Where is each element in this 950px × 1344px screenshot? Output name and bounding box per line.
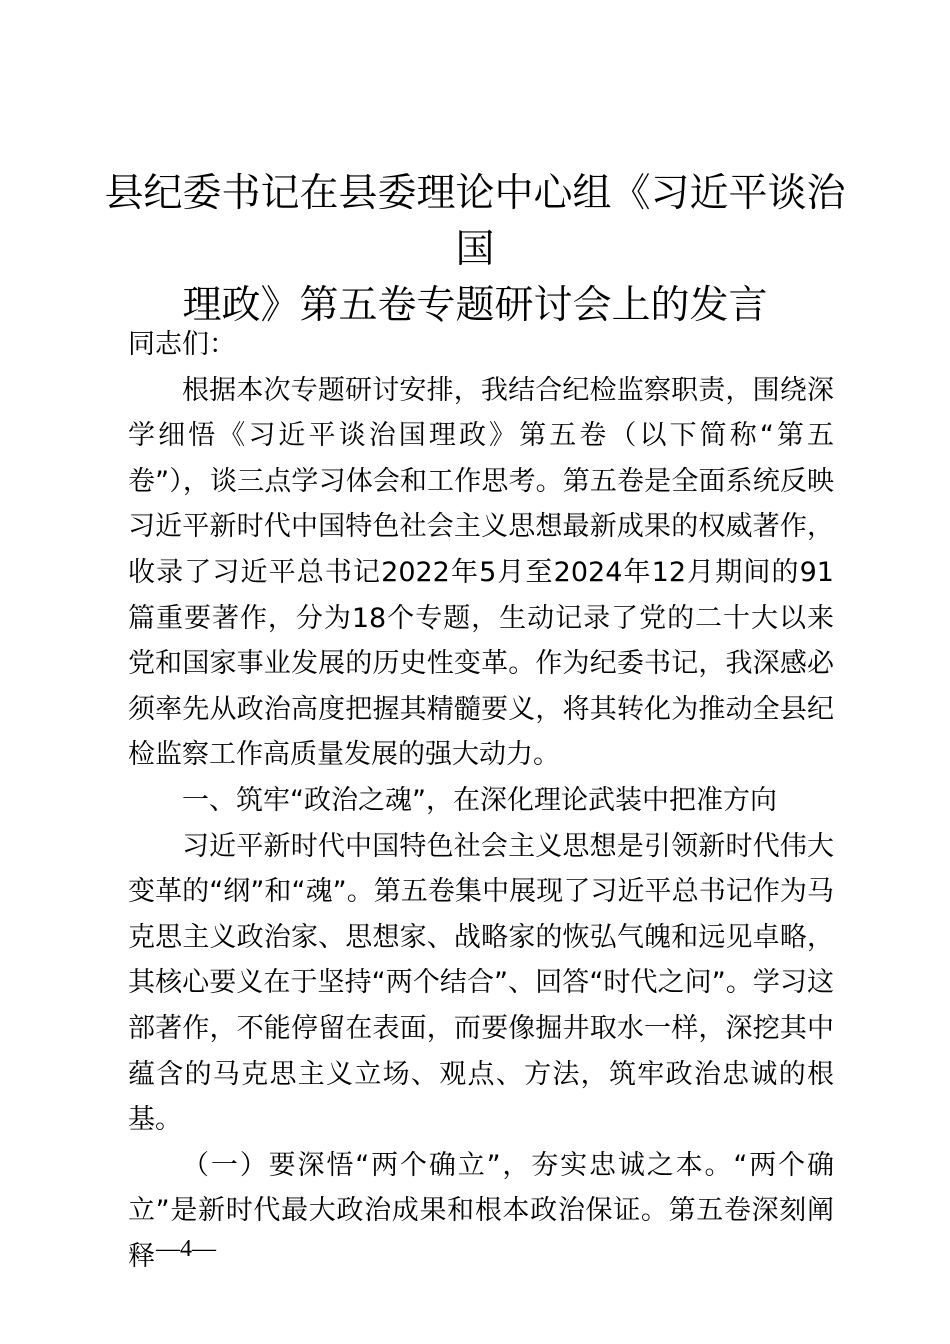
paragraph-subsection-1: （一）要深悟“两个确立”，夯实忠诚之本。“两个确立”是新时代最大政治成果和根本政治保证。第五卷深刻阐释	[128, 1149, 834, 1272]
paragraph-intro: 根据本次专题研讨安排，我结合纪检监察职责，围绕深学细悟《习近平谈治国理政》第五卷（以下简称“第五卷”），谈三点学习体会和工作思考。第五卷是全面系统反映习近平新时代中国特色社会主义思想最新成果的权威著作，收录了习近平总书记2022年5月至2024年12月期间的91篇重要著作，分为18个专题，生动记录了党的二十大以来党和国家事业发展的历史性变革。作为纪委书记，我深感必须率先从政治高度把握其精髓要义，将其转化为推动全县纪检监察工作高质量发展的强大动力。	[128, 374, 834, 771]
document-body	[128, 322, 834, 1279]
document-title	[100, 166, 850, 334]
title-line-2: 理政》第五卷专题研讨会上的发言	[182, 283, 768, 328]
section-heading-1: 一、筑牢“政治之魂”，在深化理论武装中把准方向	[182, 784, 777, 816]
salutation: 同志们：	[128, 329, 236, 360]
page-number: —4—	[156, 1236, 216, 1262]
paragraph-section-1: 习近平新时代中国特色社会主义思想是引领新时代伟大变革的“纲”和“魂”。第五卷集中展现了习近平总书记作为马克思主义政治家、思想家、战略家的恢弘气魄和远见卓略，其核心要义在于坚持“两个结合”、回答“时代之问”。学习这部著作，不能停留在表面，而要像掘井取水一样，深挖其中蕴含的马克思主义立场、观点、方法，筑牢政治忠诚的根基。	[128, 830, 834, 1136]
title-line-1: 县纪委书记在县委理论中心组《习近平谈治国	[104, 171, 846, 272]
